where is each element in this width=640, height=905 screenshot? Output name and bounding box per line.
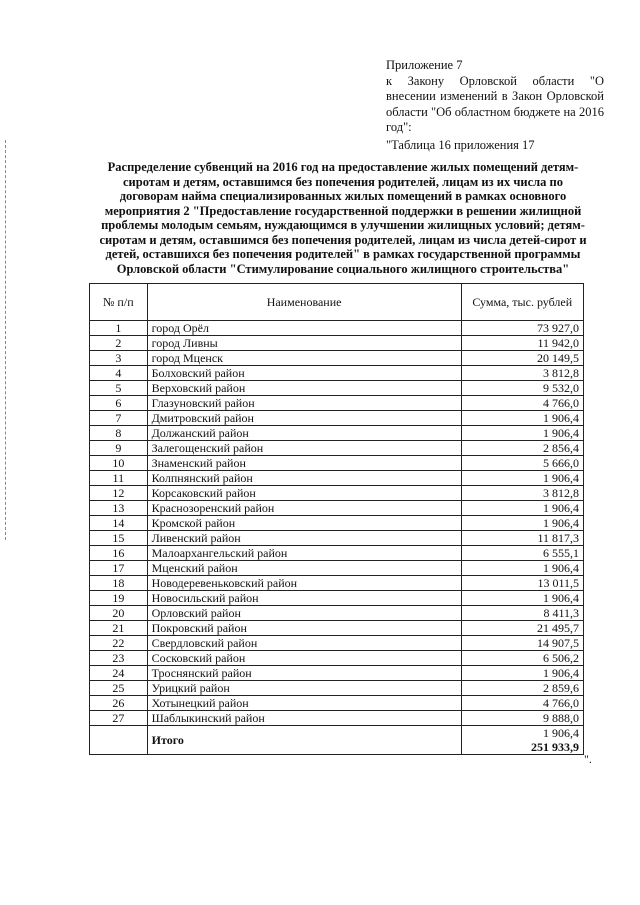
table-row [90, 666, 584, 681]
table-row [90, 636, 584, 651]
row-sum: 5 666,0 [461, 456, 583, 471]
row-num: 14 [90, 516, 148, 531]
appendix-header [386, 58, 604, 153]
table-row [90, 561, 584, 576]
row-num: 19 [90, 591, 148, 606]
table-row [90, 546, 584, 561]
row-name: Краснозоренский район [147, 501, 461, 516]
row-sum: 2 859,6 [461, 681, 583, 696]
total-value: 251 933,9 [531, 740, 579, 754]
row-num: 8 [90, 426, 148, 441]
row-sum: 8 411,3 [461, 606, 583, 621]
row-num: 4 [90, 366, 148, 381]
row-name: Знаменский район [147, 456, 461, 471]
table-row [90, 696, 584, 711]
row-name: город Мценск [147, 351, 461, 366]
row-num: 2 [90, 336, 148, 351]
table-row [90, 471, 584, 486]
row-num: 18 [90, 576, 148, 591]
row-name: Сосковский район [147, 651, 461, 666]
table-row [90, 621, 584, 636]
row-sum: 6 506,2 [461, 651, 583, 666]
row-sum: 14 907,5 [461, 636, 583, 651]
row-num: 12 [90, 486, 148, 501]
row-name: Ливенский район [147, 531, 461, 546]
row-num: 16 [90, 546, 148, 561]
subsidy-table [89, 283, 584, 755]
row-num: 10 [90, 456, 148, 471]
row-num: 1 [90, 321, 148, 336]
table-row [90, 381, 584, 396]
table-row [90, 456, 584, 471]
row-num: 23 [90, 651, 148, 666]
row-sum: 3 812,8 [461, 486, 583, 501]
scan-edge-marks [5, 140, 7, 540]
table-row [90, 516, 584, 531]
row-sum: 1 906,4 [461, 516, 583, 531]
row-name: Глазуновский район [147, 396, 461, 411]
row-sum: 73 927,0 [461, 321, 583, 336]
row-name: Залегощенский район [147, 441, 461, 456]
table-row [90, 411, 584, 426]
appendix-table-ref: "Таблица 16 приложения 17 [386, 137, 535, 152]
row-num: 22 [90, 636, 148, 651]
table-row [90, 531, 584, 546]
row-name: Дмитровский район [147, 411, 461, 426]
table-row [90, 591, 584, 606]
row-name: Новодеревеньковский район [147, 576, 461, 591]
row-sum: 1 906,4 [461, 501, 583, 516]
row-num: 15 [90, 531, 148, 546]
row-name: Покровский район [147, 621, 461, 636]
row-name: Колпнянский район [147, 471, 461, 486]
row-sum: 13 011,5 [461, 576, 583, 591]
row-num: 27 [90, 711, 148, 726]
row-num: 13 [90, 501, 148, 516]
row-num: 7 [90, 411, 148, 426]
row-sum: 1 906,4 [461, 591, 583, 606]
table-row [90, 426, 584, 441]
row-sum: 1 906,4 [461, 561, 583, 576]
table-row [90, 321, 584, 336]
header-name: Наименование [147, 284, 461, 321]
row-sum: 21 495,7 [461, 621, 583, 636]
table-row [90, 351, 584, 366]
table-row [90, 336, 584, 351]
row-num: 26 [90, 696, 148, 711]
row-name: Троснянский район [147, 666, 461, 681]
row-num: 17 [90, 561, 148, 576]
document-title: Распределение субвенций на 2016 год на предоставление жилых помещений детям-сиротам и детям, оставшимся без попечения родителей, лицам из их числа по договорам найма специализированных жилых помещений в рамках основного мероприятия 2 "Предоставление государственной поддержки в решении жилищной проблемы молодым семьям, нуждающимся в улучшении жилищных условий; детям-сиротам и детям, оставшимся без попечения родителей, лицам из числа детей-сирот и детей, оставшихся без попечения родителей" в рамках государственной программы Орловской области "Стимулирование социального жилищного строительства" [99, 160, 587, 276]
appendix-title: Приложение 7 [386, 58, 463, 72]
row-num: 11 [90, 471, 148, 486]
total-sum [461, 726, 583, 755]
row-sum: 1 906,4 [461, 426, 583, 441]
total-row [90, 726, 584, 755]
table-row [90, 651, 584, 666]
table-row [90, 606, 584, 621]
row-num: 24 [90, 666, 148, 681]
total-label: Итого [147, 726, 461, 755]
table-row [90, 681, 584, 696]
row-sum: 6 555,1 [461, 546, 583, 561]
header-sum: Сумма, тыс. рублей [461, 284, 583, 321]
row-num: 5 [90, 381, 148, 396]
row-sum: 1 906,4 [461, 666, 583, 681]
row-name: Верховский район [147, 381, 461, 396]
last-row-sum: 1 906,4 [543, 726, 579, 740]
row-name: город Ливны [147, 336, 461, 351]
table-row [90, 441, 584, 456]
row-sum: 11 942,0 [461, 336, 583, 351]
row-sum: 3 812,8 [461, 366, 583, 381]
row-sum: 20 149,5 [461, 351, 583, 366]
row-sum: 9 888,0 [461, 711, 583, 726]
row-sum: 9 532,0 [461, 381, 583, 396]
table-row [90, 576, 584, 591]
total-empty-cell [90, 726, 148, 755]
closing-quote: ". [584, 752, 592, 766]
row-name: Новосильский район [147, 591, 461, 606]
table-row [90, 396, 584, 411]
row-name: Должанский район [147, 426, 461, 441]
table-row [90, 366, 584, 381]
row-name: Орловский район [147, 606, 461, 621]
row-sum: 2 856,4 [461, 441, 583, 456]
row-sum: 11 817,3 [461, 531, 583, 546]
row-name: Урицкий район [147, 681, 461, 696]
table-row [90, 486, 584, 501]
appendix-law-text: к Закону Орловской области "О внесении изменений в Закон Орловской области "Об областном бюджете на 2016 год": [386, 73, 604, 134]
row-num: 20 [90, 606, 148, 621]
table-header-row [90, 284, 584, 321]
row-name: город Орёл [147, 321, 461, 336]
row-sum: 1 906,4 [461, 471, 583, 486]
row-name: Малоархангельский район [147, 546, 461, 561]
row-name: Болховский район [147, 366, 461, 381]
row-num: 3 [90, 351, 148, 366]
header-num: № п/п [90, 284, 148, 321]
row-sum: 1 906,4 [461, 411, 583, 426]
row-name: Хотынецкий район [147, 696, 461, 711]
table-row [90, 501, 584, 516]
row-num: 21 [90, 621, 148, 636]
row-name: Кромской район [147, 516, 461, 531]
row-sum: 4 766,0 [461, 696, 583, 711]
row-name: Корсаковский район [147, 486, 461, 501]
row-num: 9 [90, 441, 148, 456]
row-name: Свердловский район [147, 636, 461, 651]
row-name: Шаблыкинский район [147, 711, 461, 726]
table-row [90, 711, 584, 726]
row-num: 25 [90, 681, 148, 696]
row-name: Мценский район [147, 561, 461, 576]
row-num: 6 [90, 396, 148, 411]
row-sum: 4 766,0 [461, 396, 583, 411]
table-body [90, 321, 584, 755]
